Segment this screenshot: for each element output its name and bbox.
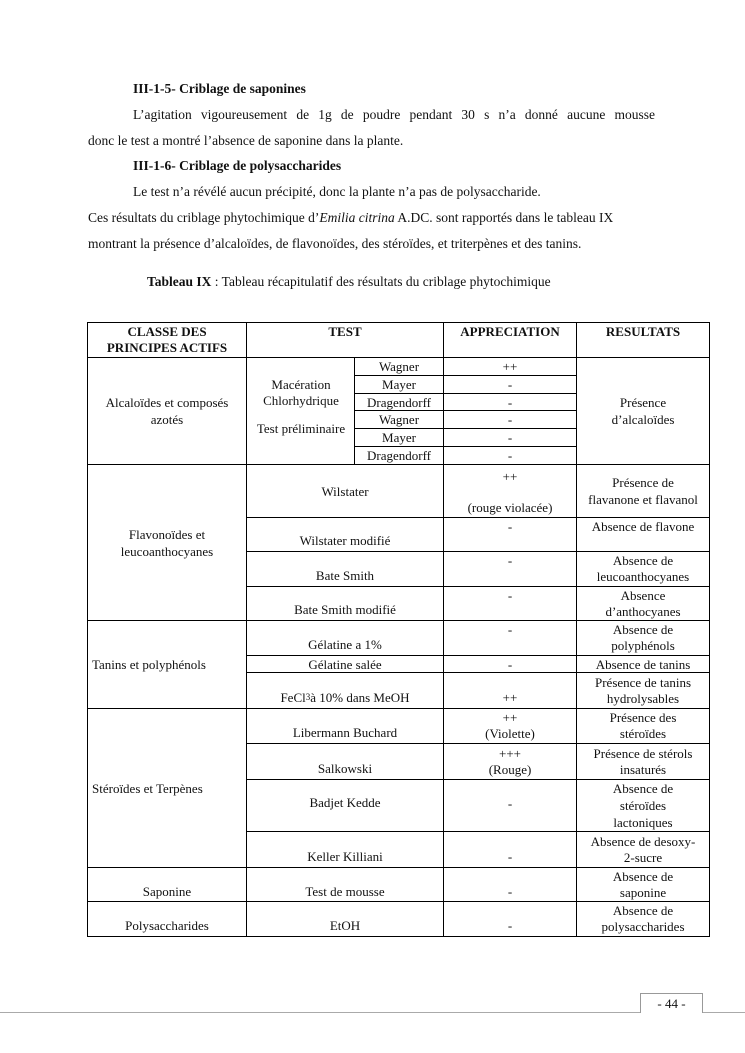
appr-wilstater-value: ++ xyxy=(502,469,518,484)
group-test-preliminaire: Test préliminaire xyxy=(256,420,346,436)
appr-salkowski-color: (Rouge) xyxy=(488,761,532,777)
appr-gelatine-1: - xyxy=(507,622,513,637)
result-fecl3: Présence de tanins hydrolysables xyxy=(594,674,692,706)
appr-alc-1: ++ xyxy=(502,359,518,374)
test-etoh: EtOH xyxy=(329,918,361,933)
appr-polysaccharides: - xyxy=(507,918,513,933)
paragraph-summary-line2: montrant la présence d’alcaloïdes, de flavonoïdes, des stéroïdes, et triterpènes et des tanins. xyxy=(88,236,582,251)
paragraph-saponines-line2: donc le test a montré l’absence de saponine dans la plante. xyxy=(88,133,404,148)
result-bate-smith: Absence de leucoanthocyanes xyxy=(596,553,690,584)
group-maceration: Macération Chlorhydrique xyxy=(263,376,339,408)
summary-text-b: A.DC. sont rapportés dans le tableau IX xyxy=(394,210,614,225)
appr-fecl3: ++ xyxy=(502,690,518,705)
reagent-dragendorff-2: Dragendorff xyxy=(366,448,431,463)
test-fecl3-a: FeCl xyxy=(280,690,306,705)
result-gelatine-salee: Absence de tanins xyxy=(595,656,691,672)
footer-rule xyxy=(0,1012,745,1013)
section-heading-saponines: III-1-5- Criblage de saponines xyxy=(133,81,306,96)
class-alcaloides: Alcaloïdes et composés azotés xyxy=(105,395,229,427)
appr-badjet-kedde: - xyxy=(507,796,513,811)
paragraph-saponines-line1: L’agitation vigoureusement de 1g de poudre pendant 30 s n’a donné aucune mousse xyxy=(133,107,655,122)
appr-wilstater xyxy=(444,468,576,516)
header-classe-line1: CLASSE DES xyxy=(127,324,207,339)
test-mousse: Test de mousse xyxy=(305,884,385,899)
paragraph-polysaccharides: Le test n’a révélé aucun précipité, donc la plante n’a pas de polysaccharide. xyxy=(133,184,541,199)
section-heading-polysaccharides: III-1-6- Criblage de polysaccharides xyxy=(133,158,342,173)
appr-alc-5: - xyxy=(507,430,513,445)
appr-alc-2: - xyxy=(507,377,513,392)
reagent-wagner-2: Wagner xyxy=(378,412,420,427)
result-saponine: Absence de saponine xyxy=(612,868,674,900)
result-bate-smith-modifie: Absence d’anthocyanes xyxy=(605,587,681,619)
caption-text: : Tableau récapitulatif des résultats du criblage phytochimique xyxy=(211,274,551,289)
appr-alc-4: - xyxy=(507,412,513,427)
appr-gelatine-salee: - xyxy=(507,656,513,672)
result-badjet-kedde: Absence de stéroïdes lactoniques xyxy=(612,781,674,830)
result-keller-killiani: Absence de desoxy-2-sucre xyxy=(590,833,696,865)
class-saponine: Saponine xyxy=(142,884,192,899)
test-fecl3 xyxy=(247,673,443,706)
result-salkowski: Présence de stérols insaturés xyxy=(593,745,693,777)
appr-libermann xyxy=(444,709,576,743)
result-polysaccharides: Absence de polysaccharides xyxy=(601,903,685,934)
class-polysaccharides: Polysaccharides xyxy=(125,918,209,933)
appr-keller-killiani: - xyxy=(507,849,513,864)
class-steroides: Stéroïdes et Terpènes xyxy=(92,780,203,796)
header-appreciation: APPRECIATION xyxy=(460,324,560,339)
reagent-mayer-1: Mayer xyxy=(382,377,416,392)
summary-text-a: Ces résultats du criblage phytochimique d’ xyxy=(88,210,320,225)
appr-alc-6: - xyxy=(507,448,513,463)
test-bate-smith-modifie: Bate Smith modifié xyxy=(294,602,396,617)
result-libermann: Présence des stéroïdes xyxy=(609,710,677,741)
test-badjet-kedde: Badjet Kedde xyxy=(309,794,381,810)
test-gelatine-1: Gélatine a 1% xyxy=(308,637,382,652)
caption-label: Tableau IX xyxy=(147,274,212,289)
appr-saponine: - xyxy=(507,884,513,899)
header-resultats: RESULTATS xyxy=(605,324,681,339)
class-tanins: Tanins et polyphénols xyxy=(92,657,206,672)
result-alcaloides: Présence d’alcaloïdes xyxy=(611,395,675,427)
appr-libermann-color: (Violette) xyxy=(485,726,535,741)
header-test: TEST xyxy=(328,324,362,339)
test-salkowski: Salkowski xyxy=(317,761,373,776)
appr-bate-smith: - xyxy=(507,553,513,568)
result-gelatine-1: Absence de polyphénols xyxy=(611,622,675,653)
appr-alc-3: - xyxy=(507,394,513,410)
species-name: Emilia citrina xyxy=(319,210,395,225)
header-classe-line2: PRINCIPES ACTIFS xyxy=(106,340,228,355)
class-flavonoides: Flavonoïdes et leucoanthocyanes xyxy=(120,526,214,559)
test-keller-killiani: Keller Killiani xyxy=(307,849,383,864)
appr-libermann-value: ++ xyxy=(502,710,518,725)
reagent-dragendorff-1: Dragendorff xyxy=(366,394,431,410)
reagent-wagner-1: Wagner xyxy=(378,359,420,374)
test-fecl3-b: à 10% dans MeOH xyxy=(310,690,410,705)
appr-bate-smith-modifie: - xyxy=(507,588,513,603)
appr-salkowski-value: +++ xyxy=(499,745,521,761)
test-libermann: Libermann Buchard xyxy=(292,725,398,740)
test-wilstater: Wilstater xyxy=(321,483,369,499)
appr-wilstater-color: (rouge violacée) xyxy=(467,500,553,515)
page-number: - 44 - xyxy=(640,993,703,1013)
appr-salkowski xyxy=(444,744,576,779)
header-classe xyxy=(88,323,246,357)
appr-wilstater-modifie: - xyxy=(507,519,513,534)
test-fecl3-sub: 3 xyxy=(305,692,311,702)
result-wilstater: Présence de flavanone et flavanol xyxy=(588,475,698,507)
test-gelatine-salee: Gélatine salée xyxy=(308,656,382,672)
test-wilstater-modifie: Wilstater modifié xyxy=(299,533,391,548)
result-wilstater-modifie: Absence de flavone xyxy=(591,519,695,534)
reagent-mayer-2: Mayer xyxy=(382,430,416,445)
test-bate-smith: Bate Smith xyxy=(315,568,375,583)
